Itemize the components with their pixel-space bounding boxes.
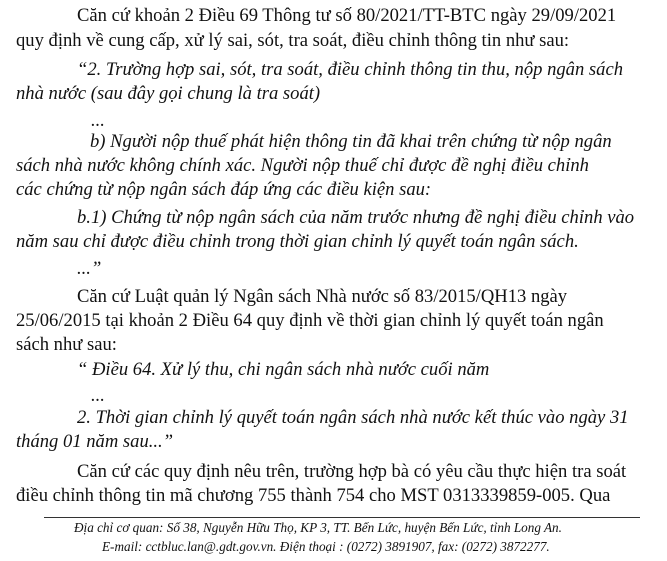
quote-1-line-1: “2. Trường hợp sai, sót, tra soát, điều chỉnh thông tin thu, nộp ngân sách: [77, 59, 624, 80]
quote-2-line-3: các chứng từ nộp ngân sách đáp ứng các điều kiện sau:: [16, 179, 432, 200]
paragraph-3-line-2: điều chỉnh thông tin mã chương 755 thành 754 cho MST 0313339859-005. Qua: [16, 485, 611, 506]
quote-4: “ Điều 64. Xử lý thu, chi ngân sách nhà nước cuối năm: [77, 359, 490, 380]
quote-3-line-1: b.1) Chứng từ nộp ngân sách của năm trước nhưng đề nghị điều chỉnh vào: [77, 207, 635, 228]
ellipsis-3: ...: [91, 385, 105, 406]
quote-2-line-1: b) Người nộp thuế phát hiện thông tin đã khai trên chứng từ nộp ngân: [90, 131, 612, 152]
footer-contact: E-mail: cctbluc.lan@.gdt.gov.vn. Điện thoại : (0272) 3891907, fax: (0272) 3872277.: [102, 539, 550, 554]
paragraph-3-line-1: Căn cứ các quy định nêu trên, trường hợp bà có yêu cầu thực hiện tra soát: [77, 461, 627, 482]
paragraph-2-line-3: sách như sau:: [16, 334, 117, 355]
footer-divider: [44, 517, 640, 518]
footer-address: Địa chỉ cơ quan: Số 38, Nguyễn Hữu Thọ, KP 3, TT. Bến Lức, huyện Bến Lức, tỉnh Long An.: [74, 520, 562, 535]
quote-3-line-2: năm sau chỉ được điều chỉnh trong thời gian chỉnh lý quyết toán ngân sách.: [16, 231, 579, 252]
quote-5-line-1: 2. Thời gian chỉnh lý quyết toán ngân sách nhà nước kết thúc vào ngày 31: [77, 407, 629, 428]
paragraph-2-line-1: Căn cứ Luật quản lý Ngân sách Nhà nước số 83/2015/QH13 ngày: [77, 286, 568, 307]
paragraph-1-line-2: quy định về cung cấp, xử lý sai, sót, tra soát, điều chỉnh thông tin như sau:: [16, 30, 570, 51]
quote-5-line-2: tháng 01 năm sau...”: [16, 431, 174, 452]
paragraph-2-line-2: 25/06/2015 tại khoản 2 Điều 64 quy định về thời gian chỉnh lý quyết toán ngân: [16, 310, 604, 331]
quote-2-line-2: sách nhà nước không chính xác. Người nộp thuế chỉ được đề nghị điều chỉnh: [16, 155, 589, 176]
quote-1-line-2: nhà nước (sau đây gọi chung là tra soát): [16, 83, 321, 104]
paragraph-1-line-1: Căn cứ khoản 2 Điều 69 Thông tư số 80/2021/TT-BTC ngày 29/09/2021: [77, 5, 617, 26]
ellipsis-1: ...: [91, 110, 105, 131]
ellipsis-2: ...”: [77, 258, 102, 279]
